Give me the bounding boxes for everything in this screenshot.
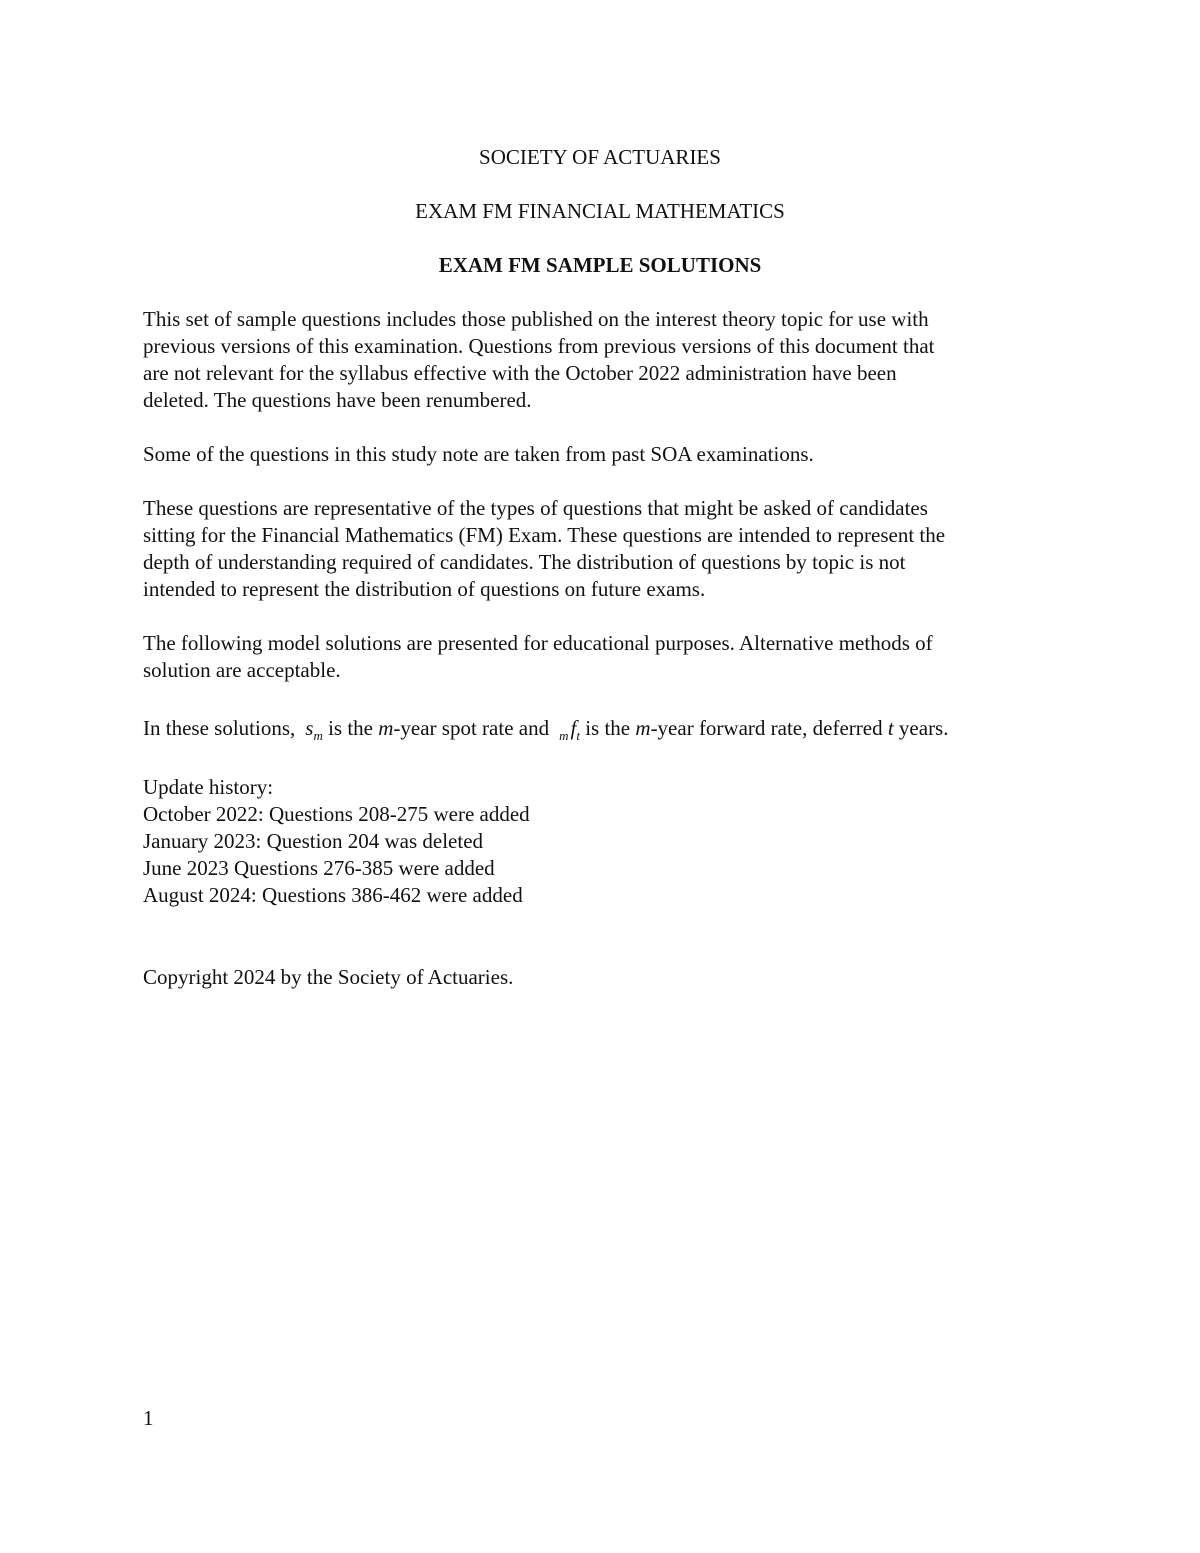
update-history bbox=[143, 774, 1073, 909]
forward-rate-symbol: f bbox=[570, 716, 577, 740]
representative-paragraph bbox=[143, 495, 1073, 603]
update-history-entry: August 2024: Questions 386-462 were added bbox=[143, 883, 523, 907]
update-history-entry: October 2022: Questions 208-275 were added bbox=[143, 802, 530, 826]
copyright-line: Copyright 2024 by the Society of Actuaries. bbox=[143, 965, 514, 989]
model-solutions-line: solution are acceptable. bbox=[143, 658, 341, 682]
notation-text: -year forward rate, deferred bbox=[650, 716, 883, 740]
page-number: 1 bbox=[143, 1406, 154, 1430]
notation-text: is the bbox=[328, 716, 373, 740]
notation-paragraph bbox=[143, 715, 1073, 744]
update-history-label: Update history: bbox=[143, 775, 274, 799]
past-exams-paragraph bbox=[143, 441, 1073, 468]
model-solutions-line: The following model solutions are presented for educational purposes. Alternative methods of bbox=[143, 631, 933, 655]
spot-rate-symbol: s bbox=[305, 716, 314, 740]
forward-rate-subscript: t bbox=[576, 728, 580, 743]
representative-line: sitting for the Financial Mathematics (FM) Exam. These questions are intended to represent the bbox=[143, 523, 946, 547]
intro-line: previous versions of this examination. Questions from previous versions of this document that bbox=[143, 334, 935, 358]
notation-variable: m bbox=[378, 716, 394, 740]
document-title: EXAM FM SAMPLE SOLUTIONS bbox=[438, 253, 762, 277]
notation-text: -year spot rate and bbox=[393, 716, 550, 740]
notation-variable: m bbox=[635, 716, 651, 740]
update-history-entry: January 2023: Question 204 was deleted bbox=[143, 829, 484, 853]
intro-line: This set of sample questions includes those published on the interest theory topic for use with bbox=[143, 307, 929, 331]
notation-text: is the bbox=[585, 716, 631, 740]
copyright-notice bbox=[143, 964, 1073, 991]
forward-rate-presubscript: m bbox=[559, 728, 569, 743]
representative-line: depth of understanding required of candidates. The distribution of questions by topic is not bbox=[143, 550, 906, 574]
update-history-entry: June 2023 Questions 276-385 were added bbox=[143, 856, 495, 880]
notation-line bbox=[143, 715, 1073, 744]
exam-heading: EXAM FM FINANCIAL MATHEMATICS bbox=[415, 199, 785, 223]
past-exams-line: Some of the questions in this study note are taken from past SOA examinations. bbox=[143, 442, 814, 466]
notation-variable: t bbox=[887, 716, 894, 740]
org-heading: SOCIETY OF ACTUARIES bbox=[479, 145, 721, 169]
intro-line: are not relevant for the syllabus effective with the October 2022 administration have been bbox=[143, 361, 897, 385]
intro-line: deleted. The questions have been renumbered. bbox=[143, 388, 532, 412]
representative-line: intended to represent the distribution of questions on future exams. bbox=[143, 577, 706, 601]
intro-paragraph bbox=[143, 306, 1073, 414]
representative-line: These questions are representative of the types of questions that might be asked of candidates bbox=[143, 496, 928, 520]
spot-rate-subscript: m bbox=[313, 728, 323, 743]
model-solutions-paragraph bbox=[143, 630, 1073, 684]
notation-lead: In these solutions, bbox=[143, 716, 296, 740]
notation-text: years. bbox=[898, 716, 949, 740]
